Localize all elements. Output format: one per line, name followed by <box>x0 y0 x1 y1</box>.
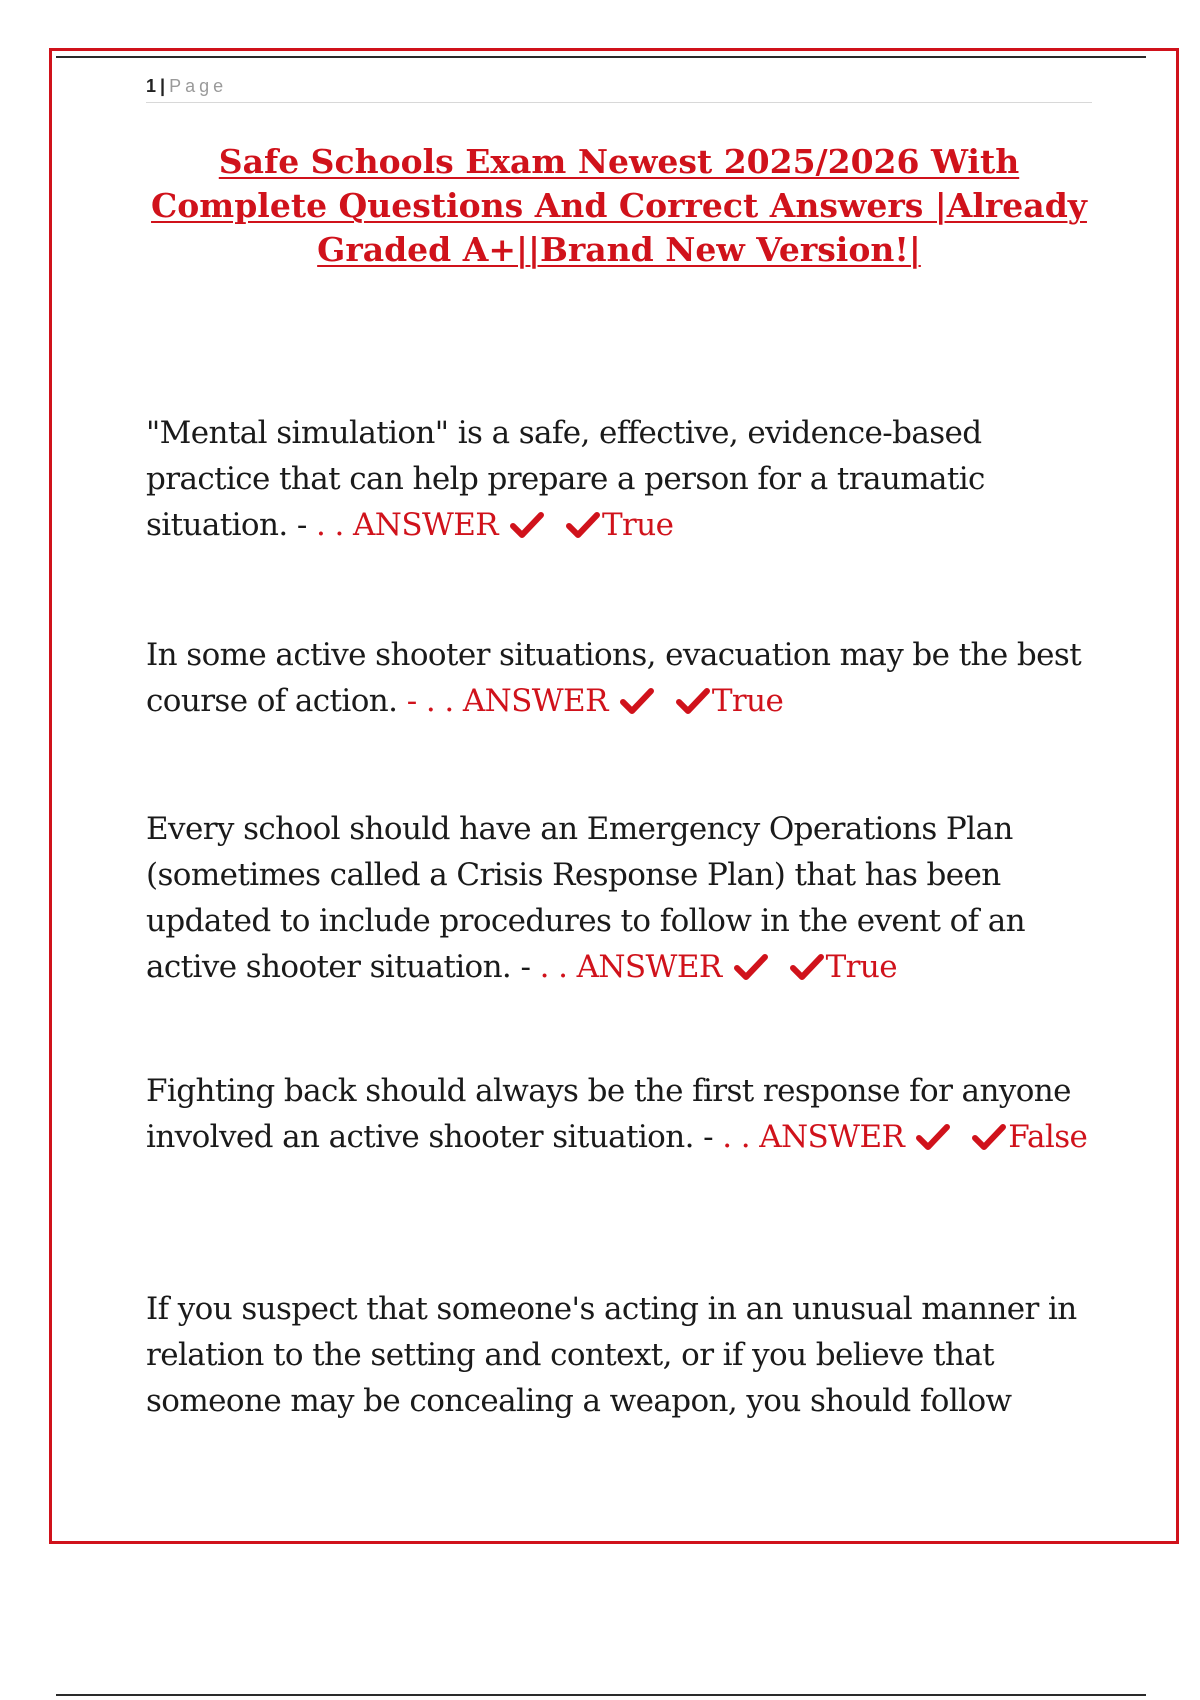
answer-prefix: - <box>406 683 417 719</box>
page-separator: | <box>160 76 166 96</box>
page-number: 1 <box>146 76 157 96</box>
check-icon <box>916 1123 950 1151</box>
bottom-rule <box>56 1694 1146 1696</box>
answer-marker: . . ANSWER <box>315 507 498 543</box>
question-text: "Mental simulation" is a safe, effective, evidence-based practice that can help prepare a person for a traumatic situation. - <box>146 415 985 543</box>
check-icon <box>566 511 600 539</box>
check-icon <box>510 511 544 539</box>
answer-marker: . . ANSWER <box>722 1119 905 1155</box>
check-icon <box>734 953 768 981</box>
question-5 <box>146 1286 1092 1424</box>
check-icon <box>676 687 710 715</box>
question-2 <box>146 632 1092 724</box>
answer-value: True <box>711 683 784 719</box>
page-label: Page <box>169 76 228 96</box>
page-header <box>146 74 1092 103</box>
answer-value: True <box>825 949 898 985</box>
answer-marker: . . ANSWER <box>539 949 722 985</box>
answer-marker: . . ANSWER <box>425 683 608 719</box>
question-text: Every school should have an Emergency Operations Plan (sometimes called a Crisis Response Plan) that has been updated to include procedures to follow in the event of an active shooter situation. - <box>146 811 1026 985</box>
answer-value: True <box>601 507 674 543</box>
question-4 <box>146 1068 1092 1160</box>
check-icon <box>620 687 654 715</box>
question-3 <box>146 806 1092 990</box>
question-text: If you suspect that someone's acting in an unusual manner in relation to the setting and context, or if you believe that someone may be concealing a weapon, you should follow <box>146 1291 1077 1419</box>
question-1 <box>146 410 1092 548</box>
check-icon <box>972 1123 1006 1151</box>
answer-value: False <box>1008 1119 1088 1155</box>
document-title: Safe Schools Exam Newest 2025/2026 With Complete Questions And Correct Answers |Already Graded A+||Brand New Version!| <box>151 142 1087 269</box>
check-icon <box>790 953 824 981</box>
question-text: Fighting back should always be the first response for anyone involved an active shooter situation. - <box>146 1073 1071 1155</box>
question-text: In some active shooter situations, evacuation may be the best course of action. <box>146 637 1082 719</box>
